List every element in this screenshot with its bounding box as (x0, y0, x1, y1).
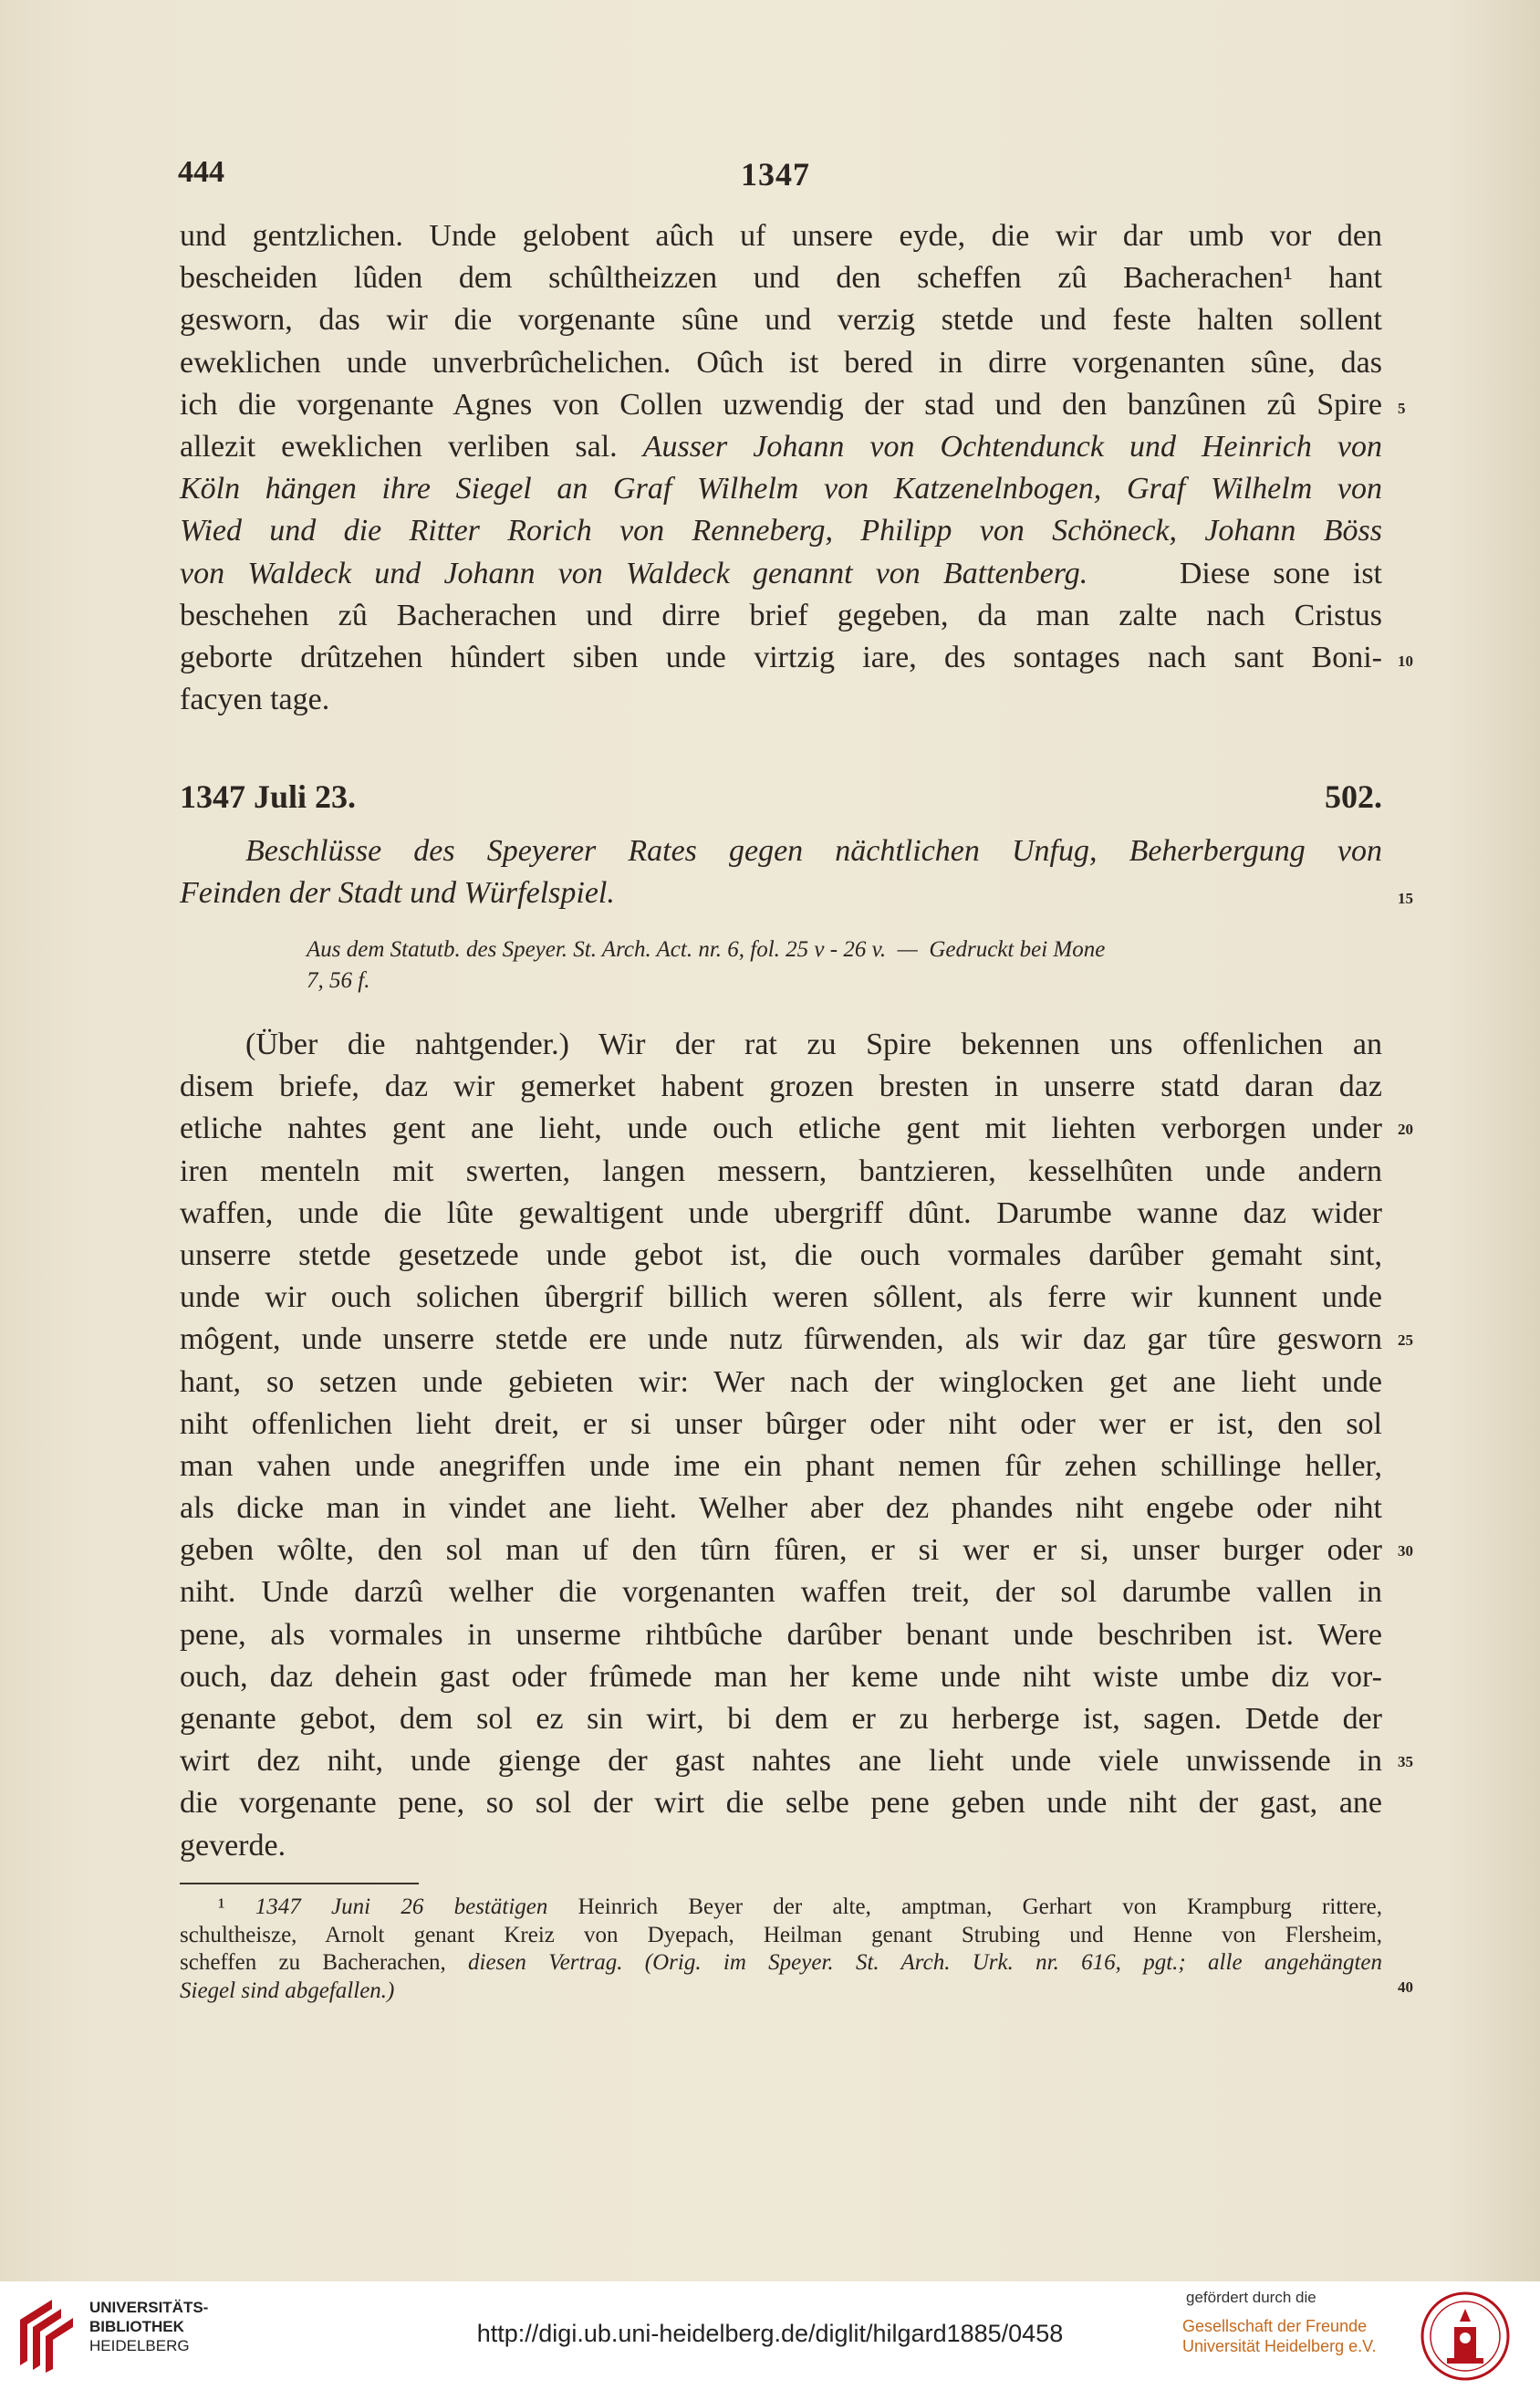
source-line: 7, 56 f. (307, 968, 370, 993)
body-line: man vahen unde anegriffen unde ime ein phant nemen fûr zehen schillinge heller, (180, 1448, 1382, 1483)
body-line: unserre stetde gesetzede unde gebot ist, die ouch vormales darûber gemaht sint, (180, 1237, 1382, 1272)
line-number: 15 (1398, 890, 1413, 907)
document-date: 1347 Juli 23. (180, 778, 357, 815)
line-number: 5 (1398, 400, 1406, 417)
document-number: 502. (1325, 778, 1382, 815)
viewer-footer (0, 2281, 1540, 2390)
text-line: ich die vorgenante Agnes von Collen uzwendig der stad und den banzûnen zû Spire (180, 387, 1382, 422)
page-number: 444 (178, 155, 224, 189)
footnote-line: schultheisze, Arnolt genant Kreiz von Dyepach, Heilman genant Strubing und Henne von Flersheim, (180, 1922, 1382, 1947)
text-line: beschehen zû Bacherachen und dirre brief gegeben, da man zalte nach Cristus (180, 598, 1382, 632)
permalink-url[interactable]: http://digi.ub.uni-heidelberg.de/diglit/hilgard1885/0458 (476, 2320, 1064, 2347)
body-line: disem briefe, daz wir gemerket habent grozen bresten in unserre statd daran daz (180, 1070, 1382, 1104)
text-line: allezit eweklichen verliben sal. Ausser Johann von Ochtendunck und Heinrich von (180, 429, 1382, 464)
sponsor-name[interactable]: Gesellschaft der Freunde Universität Heidelberg e.V. (1182, 2317, 1377, 2355)
text-line: facyen tage. (180, 683, 330, 717)
body-line: (Über die nahtgender.) Wir der rat zu Spire bekennen uns offenlichen an (245, 1028, 1382, 1061)
text-line: gesworn, das wir die vorgenante sûne und verzig stetde und feste halten sollent (180, 303, 1382, 338)
body-line: geverde. (180, 1828, 286, 1863)
body-line: waffen, unde die lûte gewaltigent unde ubergriff dûnt. Darumbe wanne daz wider (180, 1195, 1382, 1230)
text-line: geborte drûtzehen hûndert siben unde virtzig iare, des sontages nach sant Boni- (180, 640, 1382, 674)
continuation-text (180, 215, 1382, 721)
line-number: 35 (1398, 1753, 1413, 1770)
body-line: môgent, unde unserre stetde ere unde nutz fûrwenden, als wir daz gar tûre gesworn (180, 1322, 1382, 1357)
footnote-line: Siegel sind abgefallen.) (180, 1978, 395, 2003)
body-line: die vorgenante pene, so sol der wirt die selbe pene geben unde niht der gast, ane (180, 1786, 1382, 1821)
text-line: von Waldeck und Johann von Waldeck genannt von Battenberg. Diese sone ist (180, 556, 1382, 590)
summary-line: Beschlüsse des Speyerer Rates gegen nächtlichen Unfug, Beherbergung von (245, 834, 1382, 868)
text-line: Köln hängen ihre Siegel an Graf Wilhelm von Katzenelnbogen, Graf Wilhelm von (180, 472, 1382, 506)
body-line: niht offenlichen lieht dreit, er si unser bûrger oder niht oder wer er ist, den sol (180, 1406, 1382, 1441)
line-number: 30 (1398, 1542, 1413, 1560)
line-number: 40 (1398, 1978, 1413, 1996)
university-seal-icon[interactable] (1420, 2291, 1511, 2382)
body-line: genante gebot, dem sol ez sin wirt, bi dem er zu herberge ist, sagen. Detde der (180, 1702, 1382, 1736)
body-line: unde wir ouch solichen ûbergrif billich weren sôllent, als ferre wir kunnent unde (180, 1280, 1382, 1315)
footnote-rule (180, 1883, 419, 1884)
body-line: hant, so setzen unde gebieten wir: Wer nach der winglocken get ane lieht unde (180, 1364, 1382, 1399)
summary-line: Feinden der Stadt und Würfelspiel. (180, 876, 615, 910)
body-line: geben wôlte, den sol man uf den tûrn fûren, er si wer er si, unser burger oder (180, 1533, 1382, 1568)
text-line: bescheiden lûden dem schûltheizzen und den scheffen zû Bacherachen¹ hant (180, 261, 1382, 296)
line-number: 25 (1398, 1331, 1413, 1349)
body-line: als dicke man in vindet ane lieht. Welher aber dez phandes niht engebe oder niht (180, 1491, 1382, 1526)
text-line: Wied und die Ritter Rorich von Renneberg, Philipp von Schöneck, Johann Böss (180, 514, 1382, 548)
text-line: eweklichen unde unverbrûchelichen. Oûch ist bered in dirre vorgenanten sûne, das (180, 345, 1382, 380)
footnote-line: scheffen zu Bacherachen, diesen Vertrag. (Orig. im Speyer. St. Arch. Urk. nr. 616, pgt.; alle angehängten (180, 1950, 1382, 1975)
body-line: pene, als vormales in unserme rihtbûche darûber benant unde beschriben ist. Were (180, 1617, 1382, 1652)
body-line: ouch, daz dehein gast oder frûmede man her keme unde niht wiste umbe diz vor- (180, 1659, 1382, 1694)
document-heading (180, 778, 1382, 821)
text-line: und gentzlichen. Unde gelobent aûch uf unsere eyde, die wir dar umb vor den (180, 219, 1382, 253)
body-line: etliche nahtes gent ane lieht, unde ouch etliche gent mit liehten verborgen under (180, 1112, 1382, 1146)
footnote-line: ¹ 1347 Juni 26 bestätigen Heinrich Beyer der alte, amptman, Gerhart von Krampburg rittere, (218, 1894, 1382, 1919)
body-line: iren menteln mit swerten, langen messern, bantzieren, kesselhûten unde andern (180, 1153, 1382, 1188)
document-summary (180, 830, 1382, 914)
source-line: Aus dem Statutb. des Speyer. St. Arch. Act. nr. 6, fol. 25 v - 26 v. — Gedruckt bei Mone (307, 937, 1106, 962)
page-header (178, 155, 1373, 201)
body-line: niht. Unde darzû welher die vorgenanten waffen treit, der sol darumbe vallen in (180, 1575, 1382, 1610)
source-note (307, 934, 1383, 997)
footnote (180, 1894, 1382, 2005)
running-year: 1347 (741, 156, 810, 193)
line-number: 10 (1398, 652, 1413, 670)
library-name[interactable]: UNIVERSITÄTS- BIBLIOTHEK HEIDELBERG (89, 2299, 209, 2354)
sponsor-prefix: gefördert durch die (1186, 2289, 1316, 2306)
body-line: wirt dez niht, unde gienge der gast nahtes ane lieht unde viele unwissende in (180, 1744, 1382, 1779)
line-number: 20 (1398, 1121, 1413, 1138)
document-body (180, 1024, 1382, 1867)
